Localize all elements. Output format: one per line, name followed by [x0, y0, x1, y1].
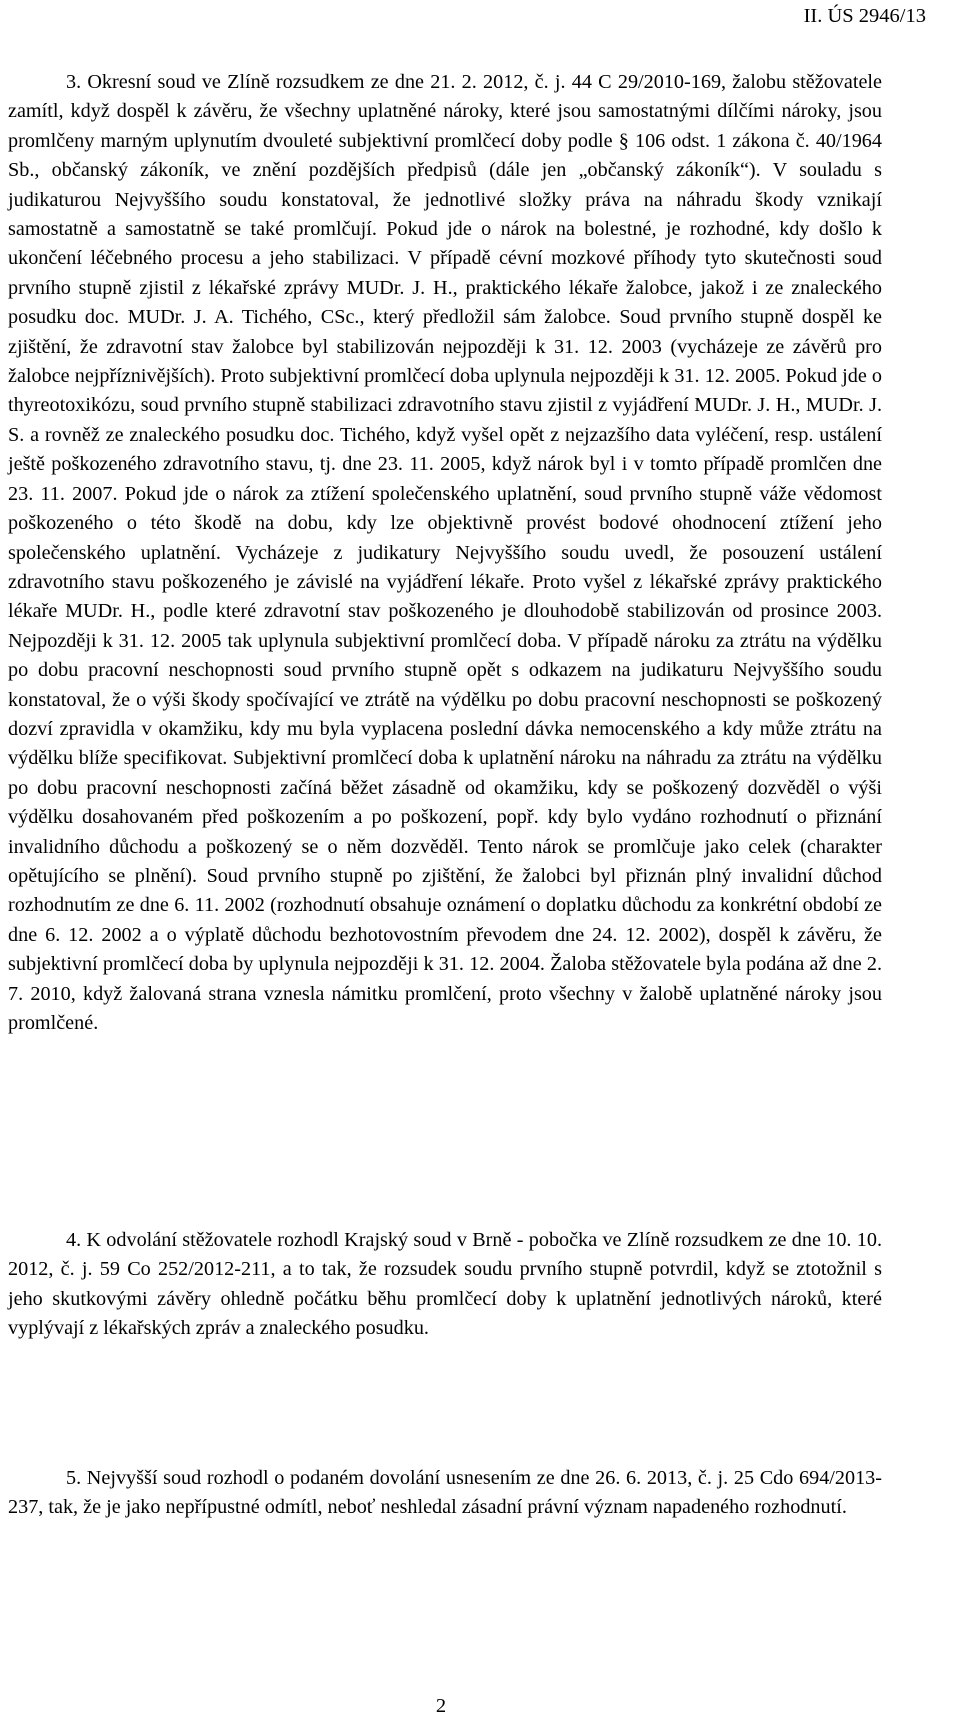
paragraph-5 [8, 1464, 882, 1523]
case-reference: II. ÚS 2946/13 [803, 5, 926, 27]
page-number: 2 [435, 1695, 447, 1717]
paragraph-5-text: 5. Nejvyšší soud rozhodl o podaném dovolání usnesením ze dne 26. 6. 2013, č. j. 25 Cdo 694/2013-237, tak, že je jako nepřípustné odmítl, neboť neshledal zásadní právní význam napadeného rozhodnutí. [8, 1467, 882, 1519]
paragraph-4 [8, 1226, 882, 1344]
paragraph-4-text: 4. K odvolání stěžovatele rozhodl Krajský soud v Brně - pobočka ve Zlíně rozsudkem ze dne 10. 10. 2012, č. j. 59 Co 252/2012-211, a to tak, že rozsudek soudu prvního stupně potvrdil, když se ztotožnil s jeho skutkovými závěry ohledně počátku běhu promlčecí doby k uplatnění jednotlivých nároků, které vyplývají z lékařských zpráv a znaleckého posudku. [8, 1229, 882, 1340]
paragraph-3-text: 3. Okresní soud ve Zlíně rozsudkem ze dne 21. 2. 2012, č. j. 44 C 29/2010-169, žalobu stěžovatele zamítl, když dospěl k závěru, že všechny uplatněné nároky, které jsou samostatnými dílčími nároky, jsou promlčeny marným uplynutím dvouleté subjektivní promlčecí doby podle § 106 odst. 1 zákona č. 40/1964 Sb., občanský zákoník, ve znění pozdějších předpisů (dále jen „občanský zákoník“). V souladu s judikaturou Nejvyššího soudu konstatoval, že jednotlivé složky práva na náhradu škody vznikají samostatně a samostatně se také promlčují. Pokud jde o nárok na bolestné, je rozhodné, kdy došlo k ukončení léčebného procesu a jeho stabilizaci. V případě cévní mozkové příhody tyto skutečnosti soud prvního stupně zjistil z lékařské zprávy MUDr. J. H., praktického lékaře žalobce, jakož i ze znaleckého posudku doc. MUDr. J. A. Tichého, CSc., který předložil sám žalobce. Soud prvního stupně dospěl ke zjištění, že zdravotní stav žalobce byl stabilizován nejpozději k 31. 12. 2003 (vycházeje ze závěrů pro žalobce nejpříznivějších). Proto subjektivní promlčecí doba uplynula nejpozději k 31. 12. 2005. Pokud jde o thyreotoxikózu, soud prvního stupně stabilizaci zdravotního stavu zjistil z vyjádření MUDr. J. H., MUDr. J. S. a rovněž ze znaleckého posudku doc. Tichého, když vyšel opět z nejzazšího data vyléčení, resp. ustálení ještě poškozeného zdravotního stavu, tj. dne 23. 11. 2005, když nárok byl i v tomto případě promlčen dne 23. 11. 2007. Pokud jde o nárok za ztížení společenského uplatnění, soud prvního stupně váže vědomost poškozeného o této škodě na dobu, kdy lze objektivně provést bodové ohodnocení ztížení jeho společenského uplatnění. Vycházeje z judikatury Nejvyššího soudu uvedl, že posouzení ustálení zdravotního stavu poškozeného je závislé na vyjádření lékaře. Proto vyšel z lékařské zprávy praktického lékaře MUDr. H., podle které zdravotní stav poškozeného je dlouhodobě stabilizován od prosince 2003. Nejpozději k 31. 12. 2005 tak uplynula subjektivní promlčecí doba. V případě nároku za ztrátu na výdělku po dobu pracovní neschopnosti soud prvního stupně opět s odkazem na judikaturu Nejvyššího soudu konstatoval, že o výši škody spočívající ve ztrátě na výdělku po dobu pracovní neschopnosti se poškozený dozví zpravidla v okamžiku, kdy mu byla vyplacena poslední dávka nemocenského a kdy může ztrátu na výdělku blíže specifikovat. Subjektivní promlčecí doba k uplatnění nároku na náhradu za ztrátu na výdělku po dobu pracovní neschopnosti začíná běžet zásadně od okamžiku, kdy se poškozený dozvěděl o výši výdělku dosahovaném před poškozením a po poškození, popř. kdy bylo vydáno rozhodnutí o přiznání invalidního důchodu a poškozený se o něm dozvěděl. Tento nárok se promlčuje jako celek (charakter opětujícího se plnění). Soud prvního stupně po zjištění, že žalobci byl přiznán plný invalidní důchod rozhodnutím ze dne 6. 11. 2002 (rozhodnutí obsahuje oznámení o doplatku důchodu za konkrétní období ze dne 6. 12. 2002 a o výplatě důchodu bezhotovostním převodem dne 24. 12. 2002), dospěl k závěru, že subjektivní promlčecí doba by uplynula nejpozději k 31. 12. 2004. Žaloba stěžovatele byla podána až dne 2. 7. 2010, když žalovaná strana vznesla námitku promlčení, proto všechny v žalobě uplatněné nároky jsou promlčené. [8, 71, 882, 1034]
paragraph-3 [8, 68, 882, 1038]
